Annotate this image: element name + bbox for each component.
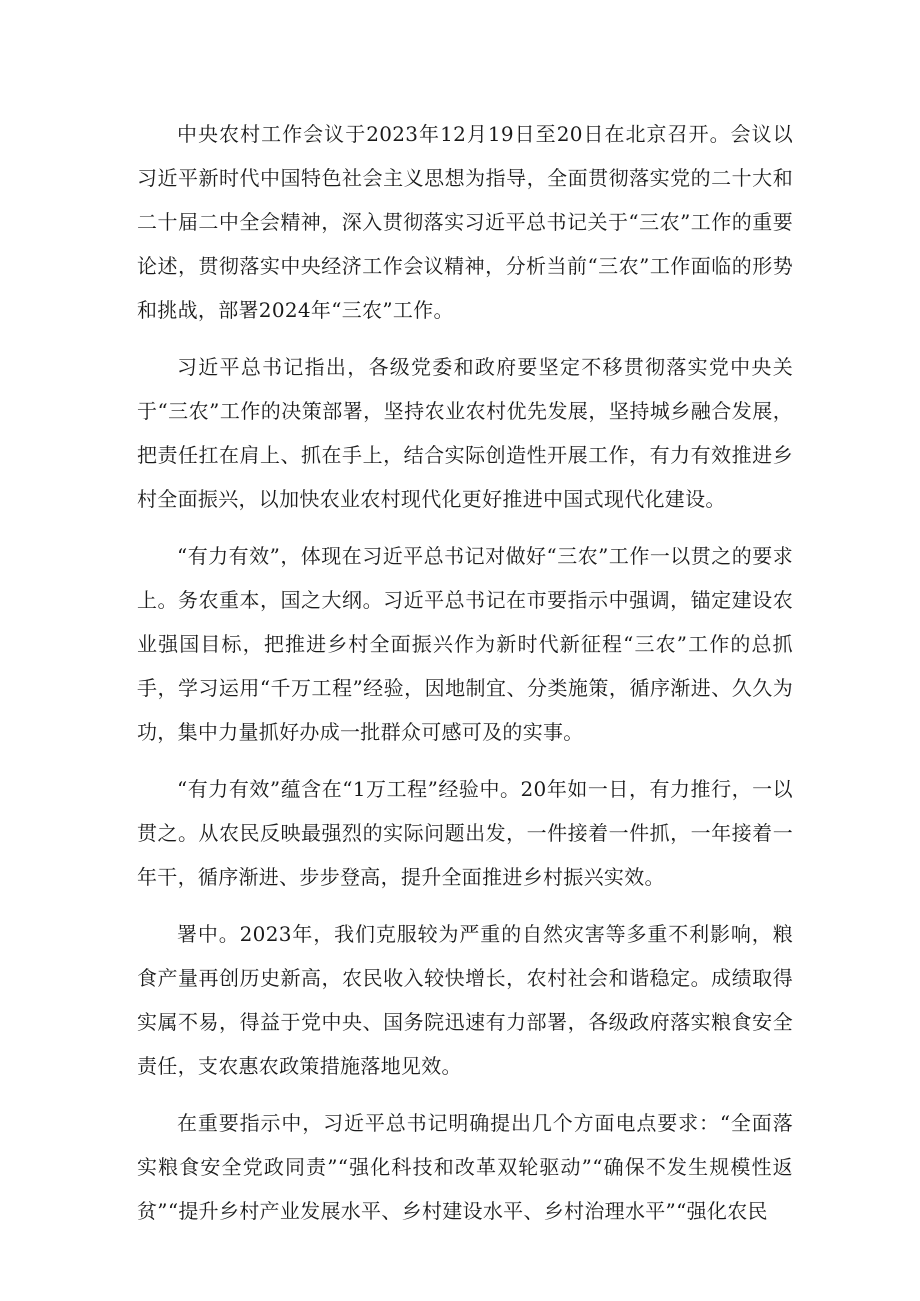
paragraph-3: “有力有效”，体现在习近平总书记对做好“三农”工作一以贯之的要求上。务农重本，国之大纲。习近平总书记在市要指示中强调，锚定建设农业强国目标，把推进乡村全面振兴作为新时代新征程“三农”工作的总抓手，学习运用“千万工程”经验，因地制宜、分类施策，循序渐进、久久为功，集中力量抓好办成一批群众可感可及的实事。 [137,544,793,744]
paragraph-2: 习近平总书记指出，各级党委和政府要坚定不移贯彻落实党中央关于“三农”工作的决策部署，坚持农业农村优先发展，坚持城乡融合发展，把责任扛在肩上、抓在手上，结合实际创造性开展工作，有力有效推进乡村全面振兴，以加快农业农村现代化更好推进中国式现代化建设。 [137,355,793,511]
paragraph-6: 在重要指示中，习近平总书记明确提出几个方面电点要求：“全面落实粮食安全党政同责”“强化科技和改革双轮驱动”“确保不发生规模性返贫”“提升乡村产业发展水平、乡村建设水平、乡村治理水平”“强化农民 [137,1111,793,1223]
paragraph-5: 署中。2023年，我们克服较为严重的自然灾害等多重不利影响，粮食产量再创历史新高，农民收入较快增长，农村社会和谐稳定。成绩取得实属不易，得益于党中央、国务院迅速有力部署，各级政府落实粮食安全责任，支农惠农政策措施落地见效。 [137,922,793,1078]
paragraph-4: “有力有效”蕴含在“1万工程”经验中。20年如一日，有力推行，一以贯之。从农民反映最强烈的实际问题出发，一件接着一件抓，一年接着一年干，循序渐进、步步登高，提升全面推进乡村振兴实效。 [137,777,793,889]
paragraph-1: 中央农村工作会议于2023年12月19日至20日在北京召开。会议以习近平新时代中国特色社会主义思想为指导，全面贯彻落实党的二十大和二十届二中全会精神，深入贯彻落实习近平总书记关于“三农”工作的重要论述，贯彻落实中央经济工作会议精神，分析当前“三农”工作面临的形势和挑战，部署2024年“三农”工作。 [137,122,793,322]
document-body [137,112,793,1246]
